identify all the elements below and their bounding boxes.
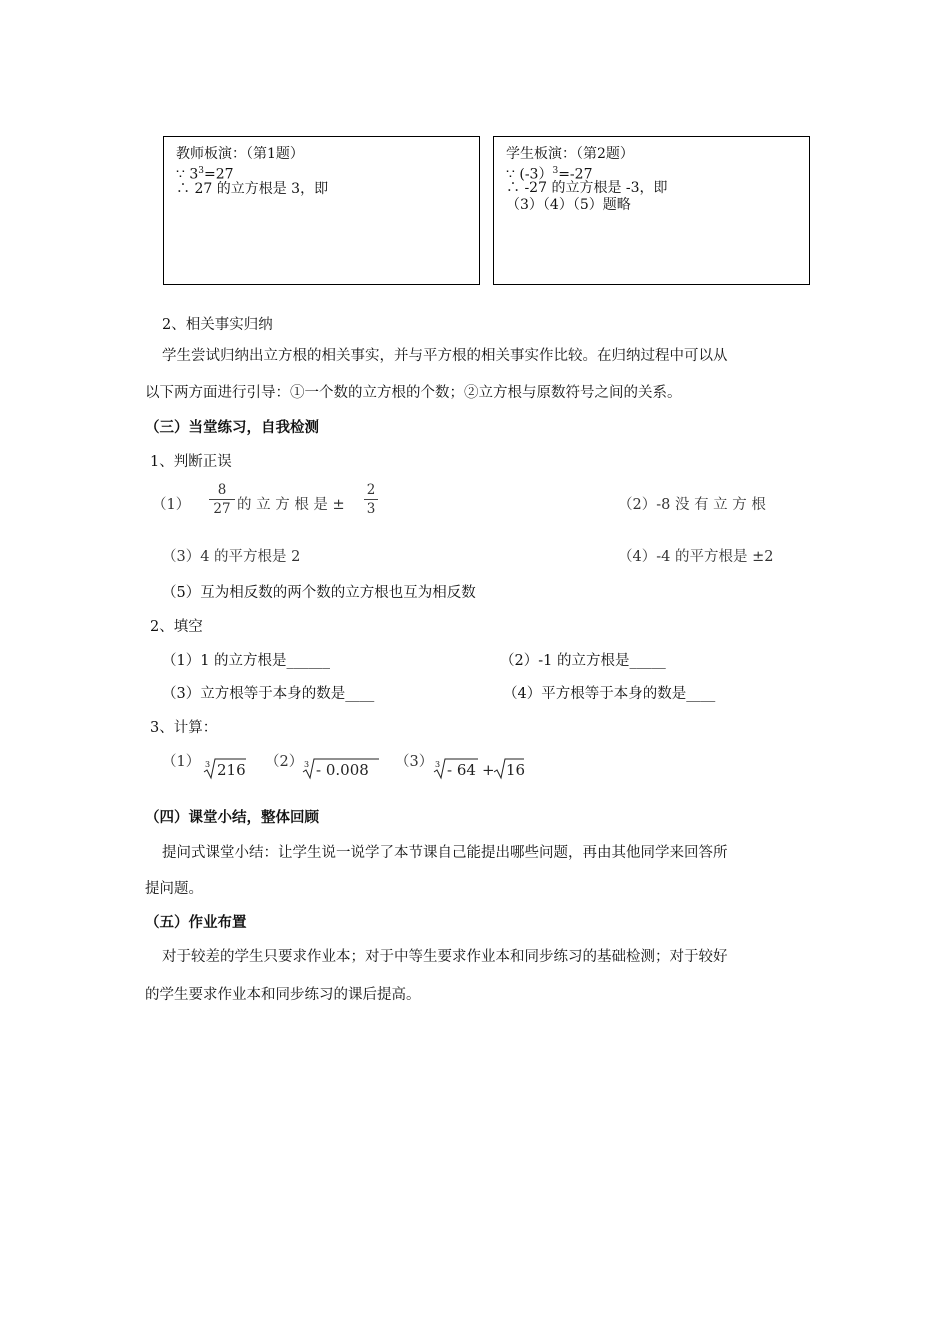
q3-item-3-number: （3） — [395, 754, 434, 770]
student-board-box — [493, 136, 810, 285]
q2-title: 2、填空 — [150, 619, 203, 635]
plus-sign: + — [482, 761, 495, 779]
section-5-paragraph-line-2: 的学生要求作业本和同步练习的课后提高。 — [145, 987, 421, 1003]
q1-item-5: （5）互为相反数的两个数的立方根也互为相反数 — [162, 585, 476, 601]
student-board-line-1: ∵ (-3）$^3$=-27 — [506, 166, 593, 183]
cube-root-216: 3 216 — [205, 760, 246, 779]
student-board-title: 学生板演：（第2题） — [506, 146, 634, 162]
q2-item-1: （1）1 的立方根是______ — [162, 653, 331, 669]
teacher-board-title: 教师板演：（第1题） — [176, 146, 304, 162]
q2-item-3: （3）立方根等于本身的数是____ — [162, 686, 375, 702]
fraction-2-3: 2 3 — [364, 481, 378, 518]
q3-item-2-number: （2） — [265, 754, 304, 770]
q3-item-1-number: （1） — [162, 754, 201, 770]
section-5-heading: （五）作业布置 — [145, 915, 247, 931]
student-board-line-3: （3）（4）（5）题略 — [506, 197, 631, 213]
section-3-heading: （三）当堂练习，自我检测 — [145, 420, 319, 436]
student-board-line-2: ∴ -27 的立方根是 -3，即 — [506, 180, 668, 196]
q1-item-4: （4）-4 的平方根是 ±2 — [618, 549, 774, 565]
cube-root-negative-64: 3 - 64 — [434, 758, 478, 780]
section-4-paragraph-line-1: 提问式课堂小结：让学生说一说学了本节课自己能提出哪些问题，再由其他同学来回答所 — [162, 845, 728, 861]
q2-item-4: （4）平方根等于本身的数是____ — [503, 686, 716, 702]
q3-title: 3、计算： — [150, 720, 218, 736]
q2-item-2: （2）-1 的立方根是_____ — [500, 653, 666, 669]
q1-title: 1、判断正误 — [150, 454, 232, 470]
teacher-board-box — [163, 136, 480, 285]
fraction-8-27: 8 27 — [209, 481, 235, 518]
q1-item-2: （2）-8 没 有 立 方 根 — [618, 497, 766, 513]
teacher-board-line-1: ∵ $3^3=27$ — [176, 166, 234, 183]
cube-root-negative-0-008: 3 - 0.008 — [303, 758, 379, 780]
section-4-paragraph-line-2: 提问题。 — [145, 881, 203, 897]
q1-item-1-text: 的 立 方 根 是 ± — [237, 497, 345, 513]
square-root-16: 16 — [494, 758, 524, 780]
q1-item-1-number: （1） — [152, 497, 191, 513]
section-4-heading: （四）课堂小结，整体回顾 — [145, 810, 319, 826]
section-5-paragraph-line-1: 对于较差的学生只要求作业本；对于中等生要求作业本和同步练习的基础检测；对于较好 — [162, 949, 728, 965]
section-2-paragraph-line-1: 学生尝试归纳出立方根的相关事实，并与平方根的相关事实作比较。在归纳过程中可以从 — [162, 348, 728, 364]
section-2-title: 2、相关事实归纳 — [162, 317, 273, 333]
q1-item-3: （3）4 的平方根是 2 — [162, 549, 301, 565]
teacher-board-line-2: ∴ 27 的立方根是 3，即 — [176, 181, 329, 197]
section-2-paragraph-line-2: 以下两方面进行引导：①一个数的立方根的个数；②立方根与原数符号之间的关系。 — [145, 385, 682, 401]
